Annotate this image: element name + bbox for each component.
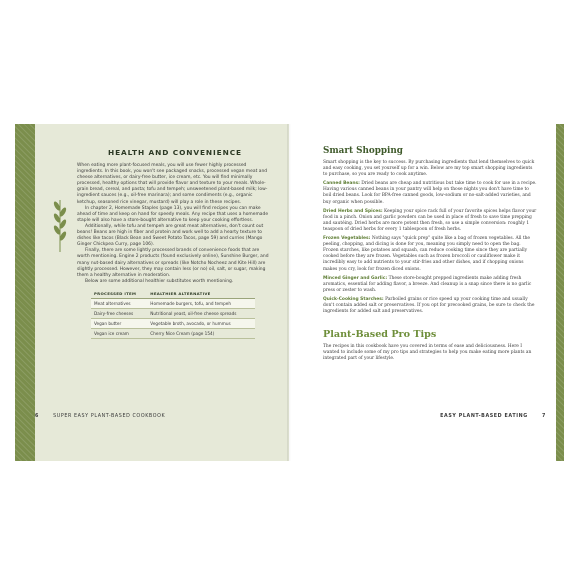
paragraph: Smart shopping is the key to success. By purchasing ingredients that lend themselves to quick and easy cooking, you set yourself up for a win. Below are my top smart shopping ingredients to purchase, so you are ready to cook anytime. <box>323 160 535 178</box>
section-title: HEALTH AND CONVENIENCE <box>108 148 242 157</box>
tip-term: Minced Ginger and Garlic: <box>323 275 388 281</box>
table-cell: Vegetable broth, avocado, or hummus <box>147 318 255 328</box>
section-heading: Smart Shopping <box>323 146 403 156</box>
left-page <box>15 124 289 461</box>
table-cell: Cherry Nice Cream (page 154) <box>147 328 255 338</box>
left-page-body <box>77 148 273 339</box>
table-row <box>91 318 255 328</box>
table-cell: Homemade burgers, tofu, and tempeh <box>147 298 255 308</box>
tip-text: Parboiled grains or rice speed up your cooking time and usually don't contain added salt or preservatives. If you opt for precooked grains, be sure to check the ingredients for added salt and preservatives. <box>323 296 535 315</box>
table-row <box>91 308 255 318</box>
shopping-tip <box>323 276 537 294</box>
column-header: PROCESSED ITEM <box>91 289 147 299</box>
paragraph: In chapter 2, Homemade Staples (page 13), you will find recipes you can make ahead of time and keep on hand for speedy meals. Any recipe that uses a homemade staple will also have a store-bought alternative to keep your cooking effortless. <box>77 205 269 223</box>
table-cell: Vegan ice cream <box>91 328 147 338</box>
shopping-tip <box>323 209 537 233</box>
table-header-row <box>91 289 255 299</box>
tip-text: Keeping your spice rack full of your favorite spices helps flavor your food in a pinch. Onion and garlic powders can be used in place of fresh to save time prepping and sautéing. Dried herbs are more potent then fresh, so use a simple conversion: roughly 1 teaspoon of dried herbs for every 1 tablespoon of fresh herbs. <box>323 208 537 232</box>
column-header: HEALTHIER ALTERNATIVE <box>147 289 255 299</box>
book-spread <box>15 124 564 461</box>
right-page <box>289 124 564 461</box>
page-number: 6 <box>35 414 39 419</box>
table-cell: Dairy-free cheeses <box>91 308 147 318</box>
running-title: SUPER EASY PLANT-BASED COOKBOOK <box>53 414 166 419</box>
paragraph: Below are some additional healthier substitutes worth mentioning. <box>85 278 234 284</box>
leaf-pattern-strip <box>556 124 564 461</box>
book-gutter <box>287 124 291 461</box>
shopping-tip <box>323 297 537 315</box>
shopping-tip <box>323 236 537 273</box>
substitutes-table <box>91 289 255 339</box>
right-page-body <box>323 146 537 365</box>
paragraph: Additionally, while tofu and tempeh are great meat alternatives, don't count out beans! Beans are high in fiber and protein and work well to add a hearty texture to dishes like tacos (Black Bean and Sweet Potato Tacos, page 59) and curries (Mango Ginger Chickpea Curry, page 106). <box>77 223 264 248</box>
tip-text: Dried beans are cheap and nutritious but take time to cook for use in a recipe. Having various canned beans in your pantry will help on those nights you don't have time to boil dried beans. Look for BPA-free canned goods, low-sodium or no-salt-added varieties, and buy organic when possible. <box>323 181 537 205</box>
left-page-footer <box>35 414 165 419</box>
table-row <box>91 328 255 338</box>
table-cell: Vegan butter <box>91 318 147 328</box>
page-number: 7 <box>542 414 546 419</box>
tip-term: Dried Herbs and Spices: <box>323 208 383 214</box>
paragraph: When eating more plant-focused meals, you will use fewer highly processed ingredients. In this book, you won't see packaged snacks, processed vegan meat and cheese alternatives, or dairy-free butter, ice cream, etc. You will find minimally processed, healthy options that will provide flavor and texture to your meals. Whole-grain bread, cereal, and pasta; tofu and tempeh; unsweetened plant-based milk; low-ingredient sauces (e.g., oil-free marinara); and some condiments (e.g., organic ketchup, seasoned rice vinegar, mustard) will play a role in these recipes. <box>77 163 268 205</box>
section-heading: Plant-Based Pro Tips <box>323 329 437 341</box>
tip-text: These store-bought prepped ingredients make adding fresh aromatics, essential for adding flavor, a breeze. And cleanup is a snap since there is no garlic press or zester to wash. <box>323 275 532 293</box>
tip-term: Canned Beans: <box>323 181 360 187</box>
right-page-footer <box>440 414 546 419</box>
tip-text: Nothing says "quick prep" quite like a bag of frozen vegetables. All the peeling, chopping, and dicing is done for you, meaning you simply need to open the bag. Frozen starches, like potatoes and squash, can reduce cooking time since they are partially cooked before they are frozen. Vegetables such as frozen broccoli or cauliflower make it incredibly easy to add nutrients to your stir-fries and other dishes, and if chopping onions makes you cry, look for frozen diced onions. <box>323 236 531 272</box>
paragraph: Finally, there are some lightly processed brands of convenience foods that are worth mentioning. Engine 2 products (found exclusively online), Sunshine Burger, and many nut-based dairy alternatives or spreads (like Notcho Nocheez and Kite Hill) are slightly processed. However, they may contain less (or no) oil, salt, or sugar, making them a healthy alternative in moderation. <box>77 248 269 278</box>
running-title: EASY PLANT-BASED EATING <box>440 414 528 419</box>
tip-term: Frozen Vegetables: <box>323 236 371 242</box>
table-cell: Meat alternatives <box>91 298 147 308</box>
tip-term: Quick-Cooking Starches: <box>323 296 384 302</box>
paragraph: The recipes in this cookbook have you covered in terms of ease and deliciousness. Here I wanted to include some of my pro tips and strategies to help you make eating more plants an integrated part of your lifestyle. <box>323 344 532 362</box>
leaf-pattern-strip <box>15 124 35 461</box>
shopping-tip <box>323 181 537 205</box>
table-cell: Nutritional yeast, oil-free cheese spreads <box>147 308 255 318</box>
table-row <box>91 298 255 308</box>
leaf-sprig-icon <box>49 194 71 254</box>
